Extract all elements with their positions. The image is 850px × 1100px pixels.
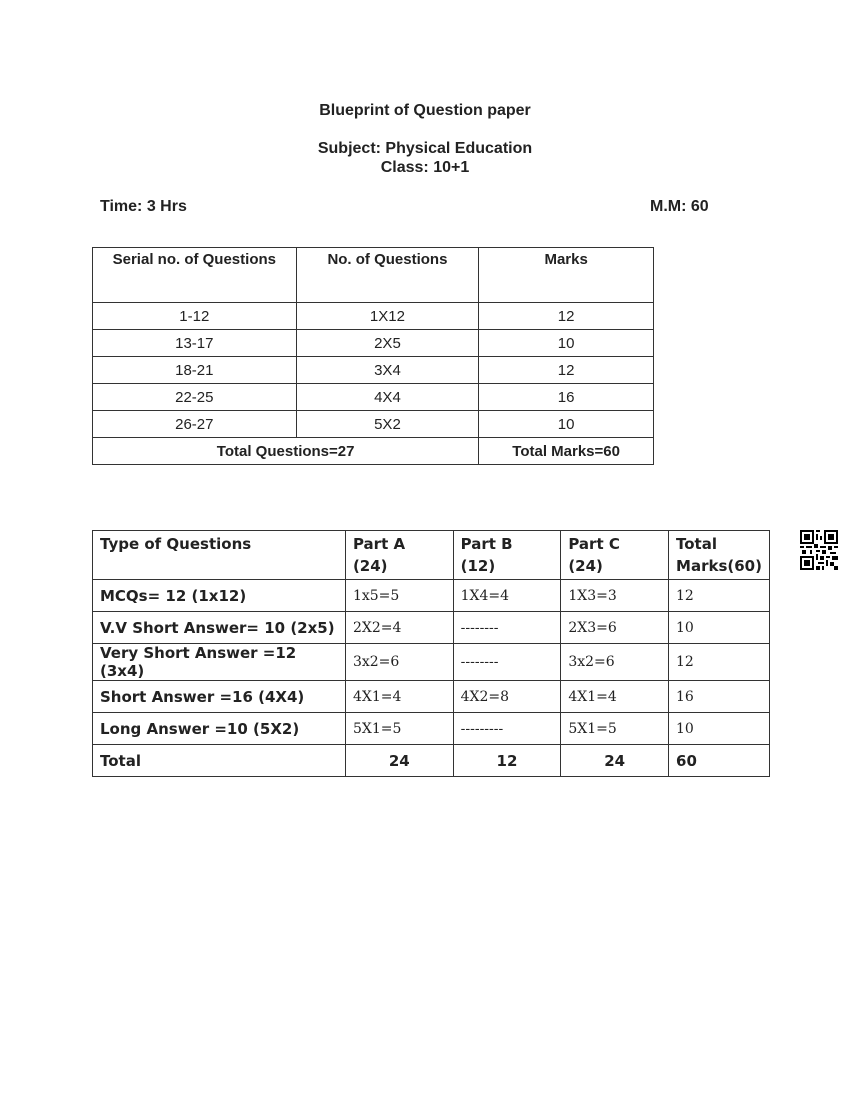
cell-part-c: 4X1=4 bbox=[561, 681, 669, 713]
page-title: Blueprint of Question paper bbox=[319, 102, 531, 119]
cell-part-a: 4X1=4 bbox=[345, 681, 453, 713]
max-marks-label: M.M: 60 bbox=[650, 198, 709, 215]
qr-code-icon bbox=[800, 530, 838, 570]
header-part-c: Part C (24) bbox=[561, 531, 669, 580]
cell-type: Short Answer =16 (4X4) bbox=[93, 681, 346, 713]
header-no-of-questions: No. of Questions bbox=[296, 248, 479, 303]
cell-questions: 5X2 bbox=[296, 411, 479, 438]
cell-total: 12 bbox=[669, 644, 770, 681]
cell-questions: 1X12 bbox=[296, 303, 479, 330]
table-row bbox=[93, 357, 654, 384]
cell-part-b: 1X4=4 bbox=[453, 580, 561, 612]
table-row bbox=[93, 681, 770, 713]
cell-part-c: 2X3=6 bbox=[561, 612, 669, 644]
time-label: Time: 3 Hrs bbox=[100, 198, 187, 215]
question-type-table bbox=[92, 530, 770, 777]
table-row bbox=[93, 644, 770, 681]
cell-total-label: Total bbox=[93, 745, 346, 777]
cell-total: 12 bbox=[669, 580, 770, 612]
header-serial: Serial no. of Questions bbox=[93, 248, 297, 303]
cell-total-part-a: 24 bbox=[345, 745, 453, 777]
cell-total-marks: 60 bbox=[669, 745, 770, 777]
cell-type: MCQs= 12 (1x12) bbox=[93, 580, 346, 612]
table-row bbox=[93, 411, 654, 438]
cell-part-b: 4X2=8 bbox=[453, 681, 561, 713]
cell-marks: 10 bbox=[479, 411, 654, 438]
table-row bbox=[93, 303, 654, 330]
cell-serial: 26-27 bbox=[93, 411, 297, 438]
cell-part-a: 5X1=5 bbox=[345, 713, 453, 745]
header-total: Total Marks(60) bbox=[669, 531, 770, 580]
cell-questions: 3X4 bbox=[296, 357, 479, 384]
table-row bbox=[93, 580, 770, 612]
cell-marks: 12 bbox=[479, 357, 654, 384]
cell-part-a: 3x2=6 bbox=[345, 644, 453, 681]
cell-part-c: 5X1=5 bbox=[561, 713, 669, 745]
header-type: Type of Questions bbox=[93, 531, 346, 580]
cell-part-c: 3x2=6 bbox=[561, 644, 669, 681]
cell-part-b: -------- bbox=[453, 644, 561, 681]
cell-questions: 4X4 bbox=[296, 384, 479, 411]
cell-total: 10 bbox=[669, 612, 770, 644]
cell-part-b: -------- bbox=[453, 612, 561, 644]
cell-total-part-c: 24 bbox=[561, 745, 669, 777]
table-row bbox=[93, 384, 654, 411]
cell-type: Very Short Answer =12 (3x4) bbox=[93, 644, 346, 681]
cell-serial: 13-17 bbox=[93, 330, 297, 357]
total-row bbox=[93, 438, 654, 465]
cell-type: V.V Short Answer= 10 (2x5) bbox=[93, 612, 346, 644]
class-line: Class: 10+1 bbox=[380, 159, 470, 176]
table-header-row bbox=[93, 248, 654, 303]
cell-type: Long Answer =10 (5X2) bbox=[93, 713, 346, 745]
cell-total: 16 bbox=[669, 681, 770, 713]
cell-part-c: 1X3=3 bbox=[561, 580, 669, 612]
cell-total: 10 bbox=[669, 713, 770, 745]
table-row bbox=[93, 330, 654, 357]
cell-part-b: --------- bbox=[453, 713, 561, 745]
cell-total-part-b: 12 bbox=[453, 745, 561, 777]
cell-marks: 12 bbox=[479, 303, 654, 330]
header-marks: Marks bbox=[479, 248, 654, 303]
table-row bbox=[93, 612, 770, 644]
cell-serial: 1-12 bbox=[93, 303, 297, 330]
cell-questions: 2X5 bbox=[296, 330, 479, 357]
cell-marks: 16 bbox=[479, 384, 654, 411]
cell-marks: 10 bbox=[479, 330, 654, 357]
cell-serial: 22-25 bbox=[93, 384, 297, 411]
total-marks: Total Marks=60 bbox=[479, 438, 654, 465]
cell-part-a: 2X2=4 bbox=[345, 612, 453, 644]
marks-distribution-table bbox=[92, 247, 654, 465]
total-row bbox=[93, 745, 770, 777]
cell-serial: 18-21 bbox=[93, 357, 297, 384]
table-row bbox=[93, 713, 770, 745]
header-part-b: Part B (12) bbox=[453, 531, 561, 580]
subject-line: Subject: Physical Education bbox=[317, 140, 533, 157]
total-questions: Total Questions=27 bbox=[93, 438, 479, 465]
table-header-row bbox=[93, 531, 770, 580]
cell-part-a: 1x5=5 bbox=[345, 580, 453, 612]
header-part-a: Part A (24) bbox=[345, 531, 453, 580]
